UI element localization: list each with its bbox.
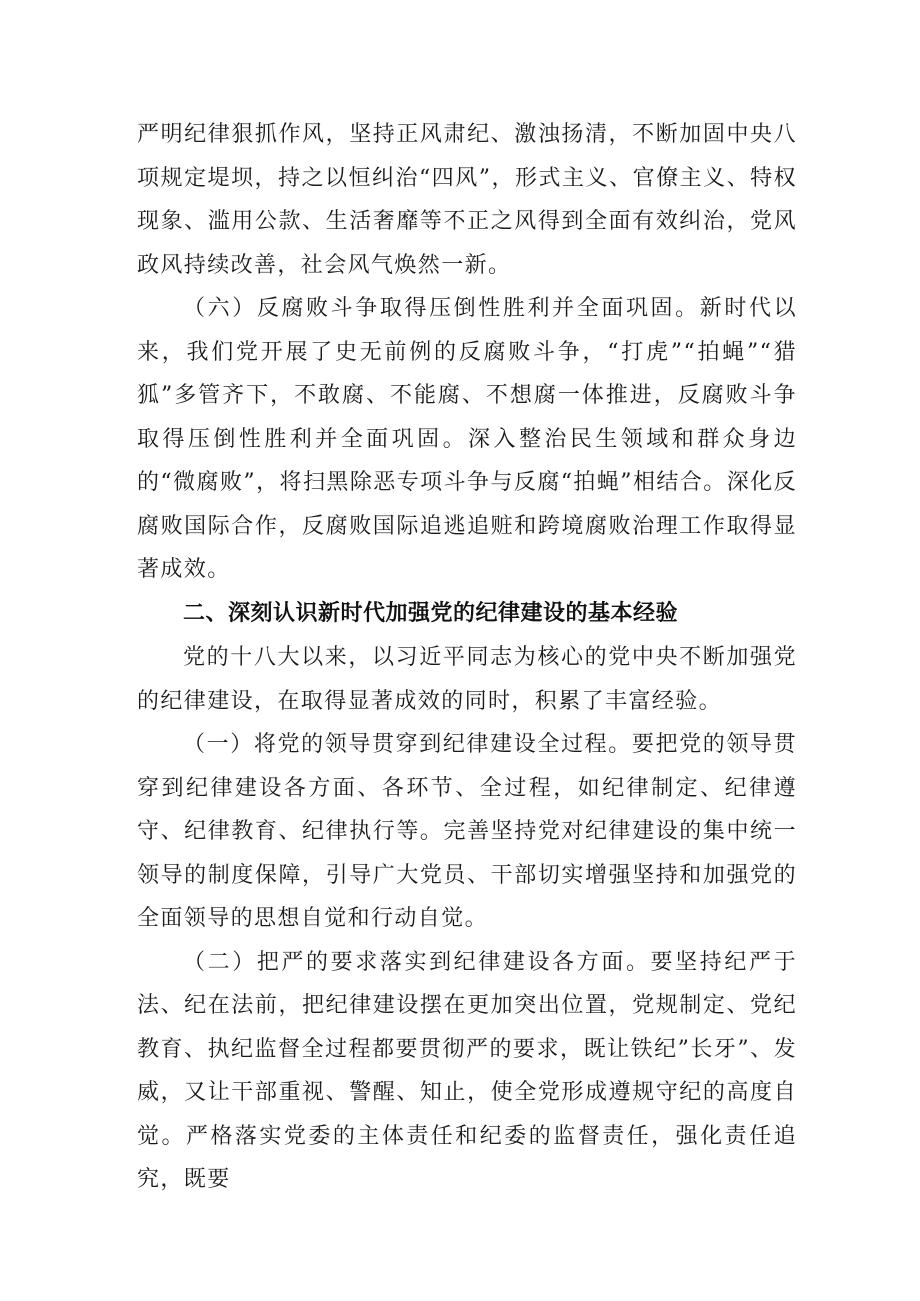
body-text-block-2 xyxy=(137,636,797,1202)
body-text-block xyxy=(137,113,797,592)
paragraph-section-six: （六）反腐败斗争取得压倒性胜利并全面巩固。新时代以来，我们党开展了史无前例的反腐败斗争，“打虎”“拍蝇”“猎狐”多管齐下，不敢腐、不能腐、不想腐一体推进，反腐败斗争取得压倒性胜利并全面巩固。深入整治民生领域和群众身边的“微腐败”，将扫黑除恶专项斗争与反腐“拍蝇”相结合。深化反腐败国际合作，反腐败国际追逃追赃和跨境腐败治理工作取得显著成效。 xyxy=(137,296,797,582)
section-heading: 二、深刻认识新时代加强党的纪律建设的基本经验 xyxy=(183,601,679,626)
paragraph-intro: 党的十八大以来，以习近平同志为核心的党中央不断加强党的纪律建设，在取得显著成效的同时，积累了丰富经验。 xyxy=(137,645,797,714)
paragraph-point-one: （一）将党的领导贯穿到纪律建设全过程。要把党的领导贯穿到纪律建设各方面、各环节、全过程，如纪律制定、纪律遵守、纪律教育、纪律执行等。完善坚持党对纪律建设的集中统一领导的制度保障，引导广大党员、干部切实增强坚持和加强党的全面领导的思想自觉和行动自觉。 xyxy=(137,732,797,931)
paragraph-continued: 严明纪律狠抓作风，坚持正风肃纪、激浊扬清，不断加固中央八项规定堤坝，持之以恒纠治“四风”，形式主义、官僚主义、特权现象、滥用公款、生活奢靡等不正之风得到全面有效纠治，党风政风持续改善，社会风气焕然一新。 xyxy=(137,122,797,278)
section-heading-block xyxy=(137,592,797,636)
paragraph-point-two: （二）把严的要求落实到纪律建设各方面。要坚持纪严于法、纪在法前，把纪律建设摆在更加突出位置，党规制定、党纪教育、执纪监督全过程都要贯彻严的要求，既让铁纪”长牙”、发威，又让干部重视、警醒、知止，使全党形成遵规守纪的高度自觉。严格落实党委的主体责任和纪委的监督责任，强化责任追究，既要 xyxy=(137,949,797,1192)
